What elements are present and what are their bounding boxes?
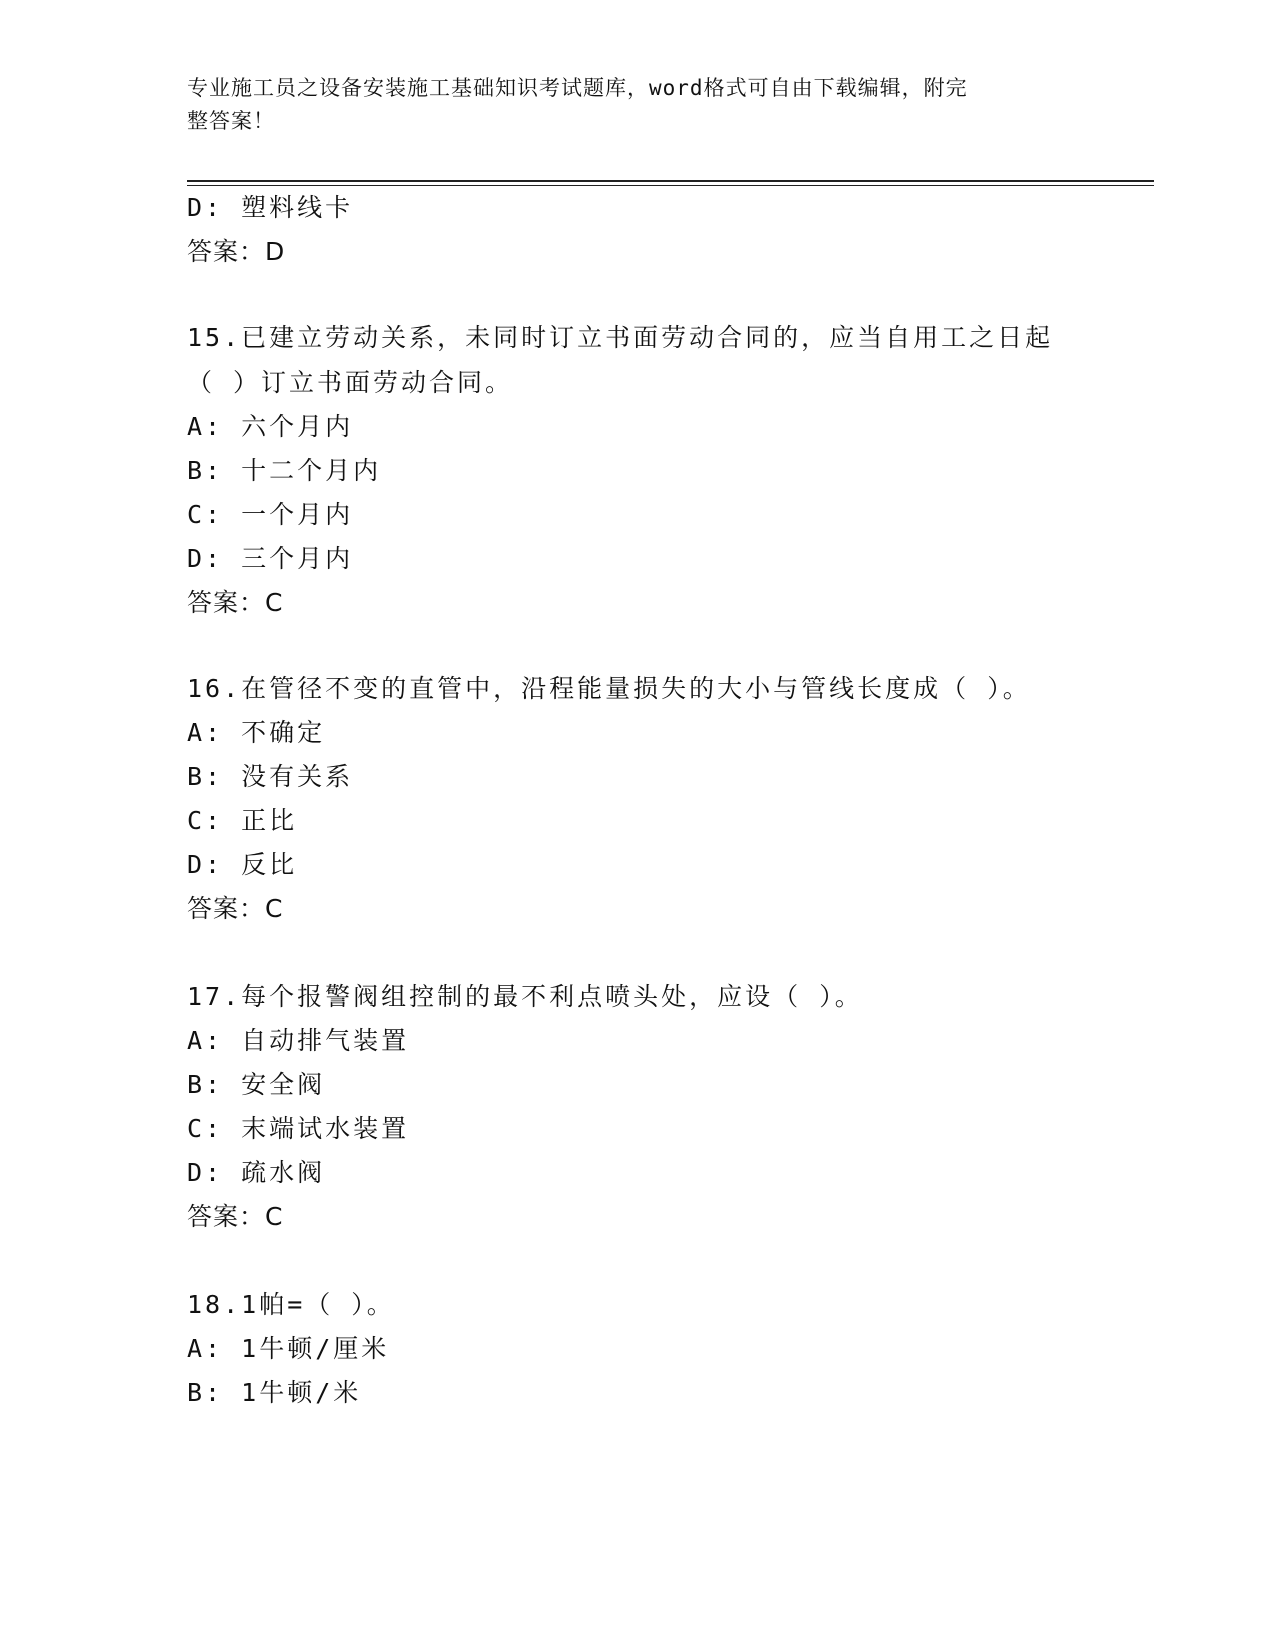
option-b: B: 十二个月内 — [187, 456, 382, 485]
question-stem: 16.在管径不变的直管中，沿程能量损失的大小与管线长度成（ ）。 — [187, 674, 1031, 703]
option-c: C: 一个月内 — [187, 500, 354, 529]
answer: 答案：D — [187, 237, 286, 266]
question-stem-continued: （ ）订立书面劳动合同。 — [187, 368, 514, 397]
option-a: A: 1牛顿/厘米 — [187, 1334, 390, 1363]
header-divider-thin — [187, 185, 1154, 186]
option-b: B: 1牛顿/米 — [187, 1378, 362, 1407]
header-line-1: 专业施工员之设备安装施工基础知识考试题库，word格式可自由下载编辑，附完 — [187, 76, 968, 100]
option-d: D: 疏水阀 — [187, 1158, 326, 1187]
answer: 答案：C — [187, 894, 284, 923]
question-stem: 15.已建立劳动关系，未同时订立书面劳动合同的，应当自用工之日起 — [187, 323, 1054, 352]
header-divider-thick — [187, 180, 1154, 182]
option-a: A: 六个月内 — [187, 412, 354, 441]
option-b: B: 没有关系 — [187, 762, 354, 791]
option-d: D: 三个月内 — [187, 544, 354, 573]
question-stem: 17.每个报警阀组控制的最不利点喷头处，应设（ ）。 — [187, 982, 863, 1011]
page-header — [187, 72, 1067, 138]
option-d: D: 塑料线卡 — [187, 193, 354, 222]
option-d: D: 反比 — [187, 850, 298, 879]
option-c: C: 正比 — [187, 806, 298, 835]
answer: 答案：C — [187, 1202, 284, 1231]
header-line-2: 整答案！ — [187, 109, 275, 133]
option-c: C: 末端试水装置 — [187, 1114, 410, 1143]
question-stem: 18.1帕=（ ）。 — [187, 1290, 395, 1319]
option-a: A: 自动排气装置 — [187, 1026, 410, 1055]
option-a: A: 不确定 — [187, 718, 326, 747]
option-b: B: 安全阀 — [187, 1070, 326, 1099]
answer: 答案：C — [187, 588, 284, 617]
